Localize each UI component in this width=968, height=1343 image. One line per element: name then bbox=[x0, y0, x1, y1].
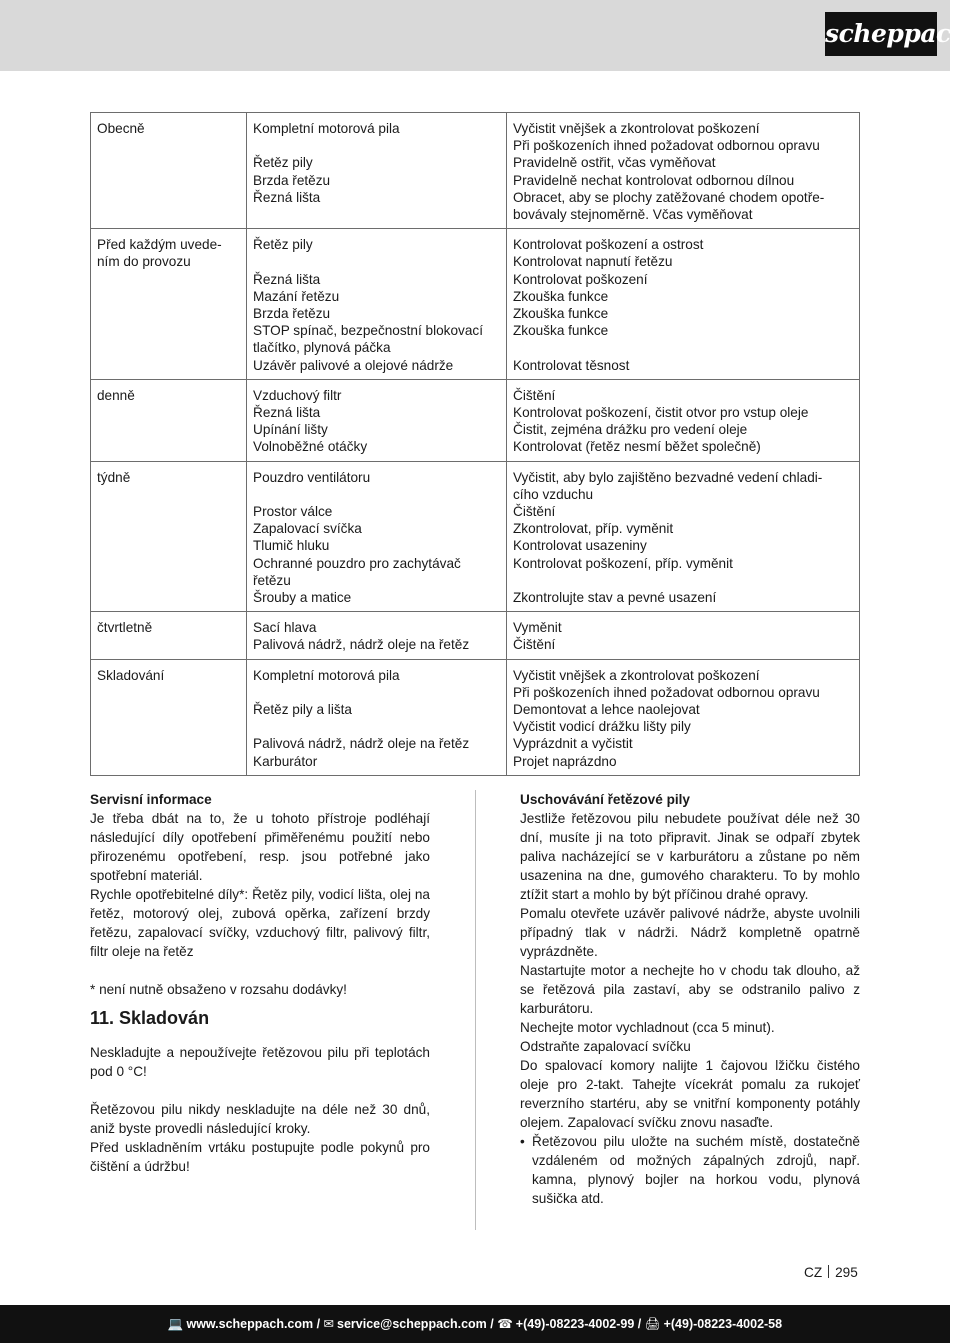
cell-line: Tlumič hluku bbox=[253, 538, 330, 554]
cell-line: Mazání řetězu bbox=[253, 288, 340, 304]
part-cell bbox=[247, 229, 507, 380]
cell-line: Kontrolovat (řetěz nesmí běžet společně) bbox=[513, 439, 761, 455]
cell-line: Kontrolovat poškození, čistit otvor pro vstup oleje bbox=[513, 405, 809, 421]
cell-line: Šrouby a matice bbox=[253, 590, 352, 606]
cell-line: Vyčistit vnějšek a zkontrolovat poškození bbox=[513, 667, 760, 683]
action-cell bbox=[507, 379, 860, 461]
table-row bbox=[91, 612, 860, 659]
action-cell bbox=[507, 612, 860, 659]
left-column bbox=[90, 790, 430, 1176]
cell-line: Vyměnit bbox=[513, 620, 562, 636]
cell-line: Vyčistit vnějšek a zkontrolovat poškození bbox=[513, 121, 760, 136]
footer-fax: +(49)-08223-4002-58 bbox=[663, 1317, 783, 1331]
footer-bar: 💻 www.scheppach.com / ✉ service@scheppach.com / ☎ +(49)-08223-4002-99 / 🖨 +(49)-08223-4002-58 bbox=[0, 1305, 950, 1343]
footnote: * není nutně obsaženo v rozsahu dodávky! bbox=[90, 982, 347, 997]
wear-parts-paragraph: Rychle opotřebitelné díly*: Řetěz pily, vodicí lišta, olej na řetěz, motorový olej, zubová opěrka, zařízení brzdy řetězu, zapalovací svíčky, vzduchový filtr, palivový filtr, filtr oleje na řetěz bbox=[90, 887, 430, 959]
storage-paragraph-6: Do spalovací komory nalijte 1 čajovou lžičku čistého oleje pro 2-takt. Tahejte vícekrát pomalu za rukojeť reverzního startéru, aby se vnitřní komponenty potáhly olejem. Zapalovací svíčku znovu nasaďte. bbox=[520, 1058, 860, 1130]
interval-cell bbox=[91, 659, 247, 775]
cell-line: Brzda řetězu bbox=[253, 306, 331, 322]
cell-line: ním do provozu bbox=[97, 254, 191, 270]
cell-line: Kontrolovat těsnost bbox=[513, 357, 630, 373]
cell-line: denně bbox=[97, 387, 135, 403]
cell-line: Kontrolovat poškození, příp. vyměnit bbox=[513, 555, 733, 571]
cell-line: Zkouška funkce bbox=[513, 288, 609, 304]
footer-phone: +(49)-08223-4002-99 bbox=[515, 1317, 635, 1331]
part-cell bbox=[247, 612, 507, 659]
cell-line: Volnoběžné otáčky bbox=[253, 439, 368, 455]
action-cell bbox=[507, 113, 860, 229]
cell-line: Zkouška funkce bbox=[513, 323, 609, 339]
action-cell bbox=[507, 229, 860, 380]
cell-line bbox=[253, 718, 500, 735]
before-storage-paragraph: Před uskladněním vrtáku postupujte podle pokynů pro čištění a údržbu! bbox=[90, 1140, 430, 1174]
cell-line: Obracet, aby se plochy zatěžované chodem opotře- bbox=[513, 189, 825, 205]
action-cell bbox=[507, 659, 860, 775]
footer-email-link[interactable]: service@scheppach.com bbox=[337, 1317, 487, 1331]
column-divider bbox=[475, 790, 476, 1230]
storage-paragraph-1: Jestliže řetězovou pilu nebudete používat déle než 30 dní, musíte ji na toto připravit. Jinak se odpaří zbytek paliva nacházející se v karburátoru a zůstane po něm usazenina na dne, gumového charakteru. To by mohlo ztížit start a mohlo by být příčinou drahé opravy. bbox=[520, 811, 860, 902]
cell-line: Řezná lišta bbox=[253, 189, 321, 205]
cell-line: týdně bbox=[97, 469, 131, 485]
part-cell bbox=[247, 461, 507, 612]
mail-icon: ✉ bbox=[323, 1317, 335, 1331]
part-cell bbox=[247, 113, 507, 229]
cell-line: Demontovat a lehce naolejovat bbox=[513, 702, 700, 718]
cell-line: Čistit, zejména drážku pro vedení oleje bbox=[513, 422, 748, 438]
cell-line bbox=[513, 572, 853, 589]
cell-line: Zkontrolovat, příp. vyměnit bbox=[513, 521, 674, 537]
phone-icon: ☎ bbox=[497, 1317, 513, 1331]
cell-line: Uzávěr palivové a olejové nádrže bbox=[253, 357, 454, 373]
page-number bbox=[804, 1265, 858, 1280]
cell-line: Řetěz pily a lišta bbox=[253, 702, 352, 718]
cell-line: Kontrolovat poškození a ostrost bbox=[513, 237, 704, 253]
cell-line bbox=[253, 486, 500, 503]
cell-line: Skladování bbox=[97, 667, 165, 683]
cell-line: STOP spínač, bezpečnostní blokovací bbox=[253, 323, 483, 339]
bullet-text: Řetězovou pilu uložte na suchém místě, dostatečně vzdáleném od možných zápalných zdrojů, např. kamna, plynový bojler na horkou vodu, plynová sušička atd. bbox=[532, 1134, 860, 1206]
cell-line: Vyprázdnit a vyčistit bbox=[513, 736, 633, 752]
cell-line: Řezná lišta bbox=[253, 405, 321, 421]
table-row bbox=[91, 113, 860, 229]
cell-line bbox=[253, 137, 500, 154]
cell-line: Kontrolovat napnutí řetězu bbox=[513, 254, 673, 270]
cell-line: Řezná lišta bbox=[253, 271, 321, 287]
cell-line: Čištění bbox=[513, 504, 556, 520]
storage-bullet bbox=[520, 1132, 860, 1208]
cell-line: Sací hlava bbox=[253, 620, 317, 636]
right-column bbox=[520, 790, 860, 1208]
bullet-icon: • bbox=[520, 1134, 525, 1149]
interval-cell bbox=[91, 379, 247, 461]
cell-line: Kontrolovat poškození bbox=[513, 271, 648, 287]
cell-line: Pravidelně ostřit, včas vyměňovat bbox=[513, 155, 716, 171]
storage-days-paragraph: Řetězovou pilu nikdy neskladujte na déle než 30 dnů, aniž byste provedli následující kroky. bbox=[90, 1102, 430, 1136]
table-row bbox=[91, 379, 860, 461]
interval-cell bbox=[91, 113, 247, 229]
cell-line bbox=[253, 253, 500, 270]
part-cell bbox=[247, 379, 507, 461]
interval-cell bbox=[91, 229, 247, 380]
cell-line: Pouzdro ventilátoru bbox=[253, 469, 371, 485]
cell-line bbox=[513, 339, 853, 356]
section-title: 11. Skladován bbox=[90, 1008, 210, 1028]
cell-line: Zkontrolujte stav a pevné usazení bbox=[513, 590, 717, 606]
fax-icon: 🖨 bbox=[644, 1317, 661, 1331]
cell-line: Vyčistit, aby bylo zajištěno bezvadné vedení chladi- bbox=[513, 469, 823, 485]
table-row bbox=[91, 229, 860, 380]
storage-paragraph-5: Odstraňte zapalovací svíčku bbox=[520, 1039, 691, 1054]
storage-paragraph-4: Nechejte motor vychladnout (cca 5 minut). bbox=[520, 1020, 775, 1035]
service-heading: Servisní informace bbox=[90, 792, 212, 807]
cell-line: Řetěz pily bbox=[253, 237, 313, 253]
cell-line: Čištění bbox=[513, 637, 556, 653]
temperature-warning: Neskladujte a nepoužívejte řetězovou pilu při teplotách pod 0 °C! bbox=[90, 1045, 430, 1079]
cell-line: Při poškozeních ihned požadovat odbornou opravu bbox=[513, 138, 820, 154]
cell-line: Brzda řetězu bbox=[253, 172, 331, 188]
interval-cell bbox=[91, 612, 247, 659]
table-row bbox=[91, 659, 860, 775]
cell-line: Palivová nádrž, nádrž oleje na řetěz bbox=[253, 637, 470, 653]
cell-line: cího vzduchu bbox=[513, 486, 594, 502]
footer-web-link[interactable]: www.scheppach.com bbox=[186, 1317, 314, 1331]
cell-line: bovávaly stejnoměrně. Včas vyměňovat bbox=[513, 207, 753, 223]
cell-line: Karburátor bbox=[253, 753, 318, 769]
cell-line: Vyčistit vodicí drážku lišty pily bbox=[513, 719, 691, 735]
cell-line: Ochranné pouzdro pro zachytávač bbox=[253, 555, 461, 571]
page-num: 295 bbox=[835, 1265, 858, 1280]
cell-line: Při poškozeních ihned požadovat odbornou opravu bbox=[513, 684, 820, 700]
cell-line bbox=[253, 684, 500, 701]
table-row bbox=[91, 461, 860, 612]
cell-line: Vzduchový filtr bbox=[253, 387, 342, 403]
storage-heading: Uschovávání řetězové pily bbox=[520, 792, 690, 807]
storage-paragraph-3: Nastartujte motor a nechejte ho v chodu tak dlouho, až se řetězová pila zastaví, aby se odstranilo palivo z karburátoru. bbox=[520, 963, 860, 1016]
cell-line: Prostor válce bbox=[253, 504, 333, 520]
page-lang: CZ bbox=[804, 1265, 823, 1280]
cell-line: Čištění bbox=[513, 387, 556, 403]
page-separator bbox=[828, 1265, 829, 1278]
cell-line: Kompletní motorová pila bbox=[253, 121, 400, 136]
cell-line: Zapalovací svíčka bbox=[253, 521, 362, 537]
interval-cell bbox=[91, 461, 247, 612]
cell-line: tlačítko, plynová páčka bbox=[253, 340, 391, 356]
cell-line: Projet naprázdno bbox=[513, 753, 617, 769]
service-paragraph: Je třeba dbát na to, že u tohoto přístroje podléhají následující díly opotřebení přiměřenému použití nebo přirozenému opotřebení, resp. jsou potřebné jako spotřební materiál. bbox=[90, 811, 430, 883]
cell-line: Pravidelně nechat kontrolovat odbornou dílnou bbox=[513, 172, 795, 188]
action-cell bbox=[507, 461, 860, 612]
storage-paragraph-2: Pomalu otevřete uzávěr palivové nádrže, abyste uvolnili případný tlak v nádrži. Nádrž kompletně opatrně vyprázdněte. bbox=[520, 906, 860, 959]
cell-line: Zkouška funkce bbox=[513, 306, 609, 322]
cell-line: řetězu bbox=[253, 572, 291, 588]
scheppach-logo: scheppach bbox=[825, 12, 937, 56]
computer-icon: 💻 bbox=[167, 1317, 184, 1331]
header-bar bbox=[0, 0, 950, 71]
cell-line: Obecně bbox=[97, 121, 145, 136]
cell-line: Před každým uvede- bbox=[97, 237, 222, 253]
cell-line: Řetěz pily bbox=[253, 155, 313, 171]
cell-line: Kontrolovat usazeniny bbox=[513, 538, 647, 554]
maintenance-table bbox=[90, 112, 860, 776]
cell-line: Upínání lišty bbox=[253, 422, 328, 438]
cell-line: Kompletní motorová pila bbox=[253, 667, 400, 683]
part-cell bbox=[247, 659, 507, 775]
cell-line: Palivová nádrž, nádrž oleje na řetěz bbox=[253, 736, 470, 752]
cell-line: čtvrtletně bbox=[97, 620, 153, 636]
